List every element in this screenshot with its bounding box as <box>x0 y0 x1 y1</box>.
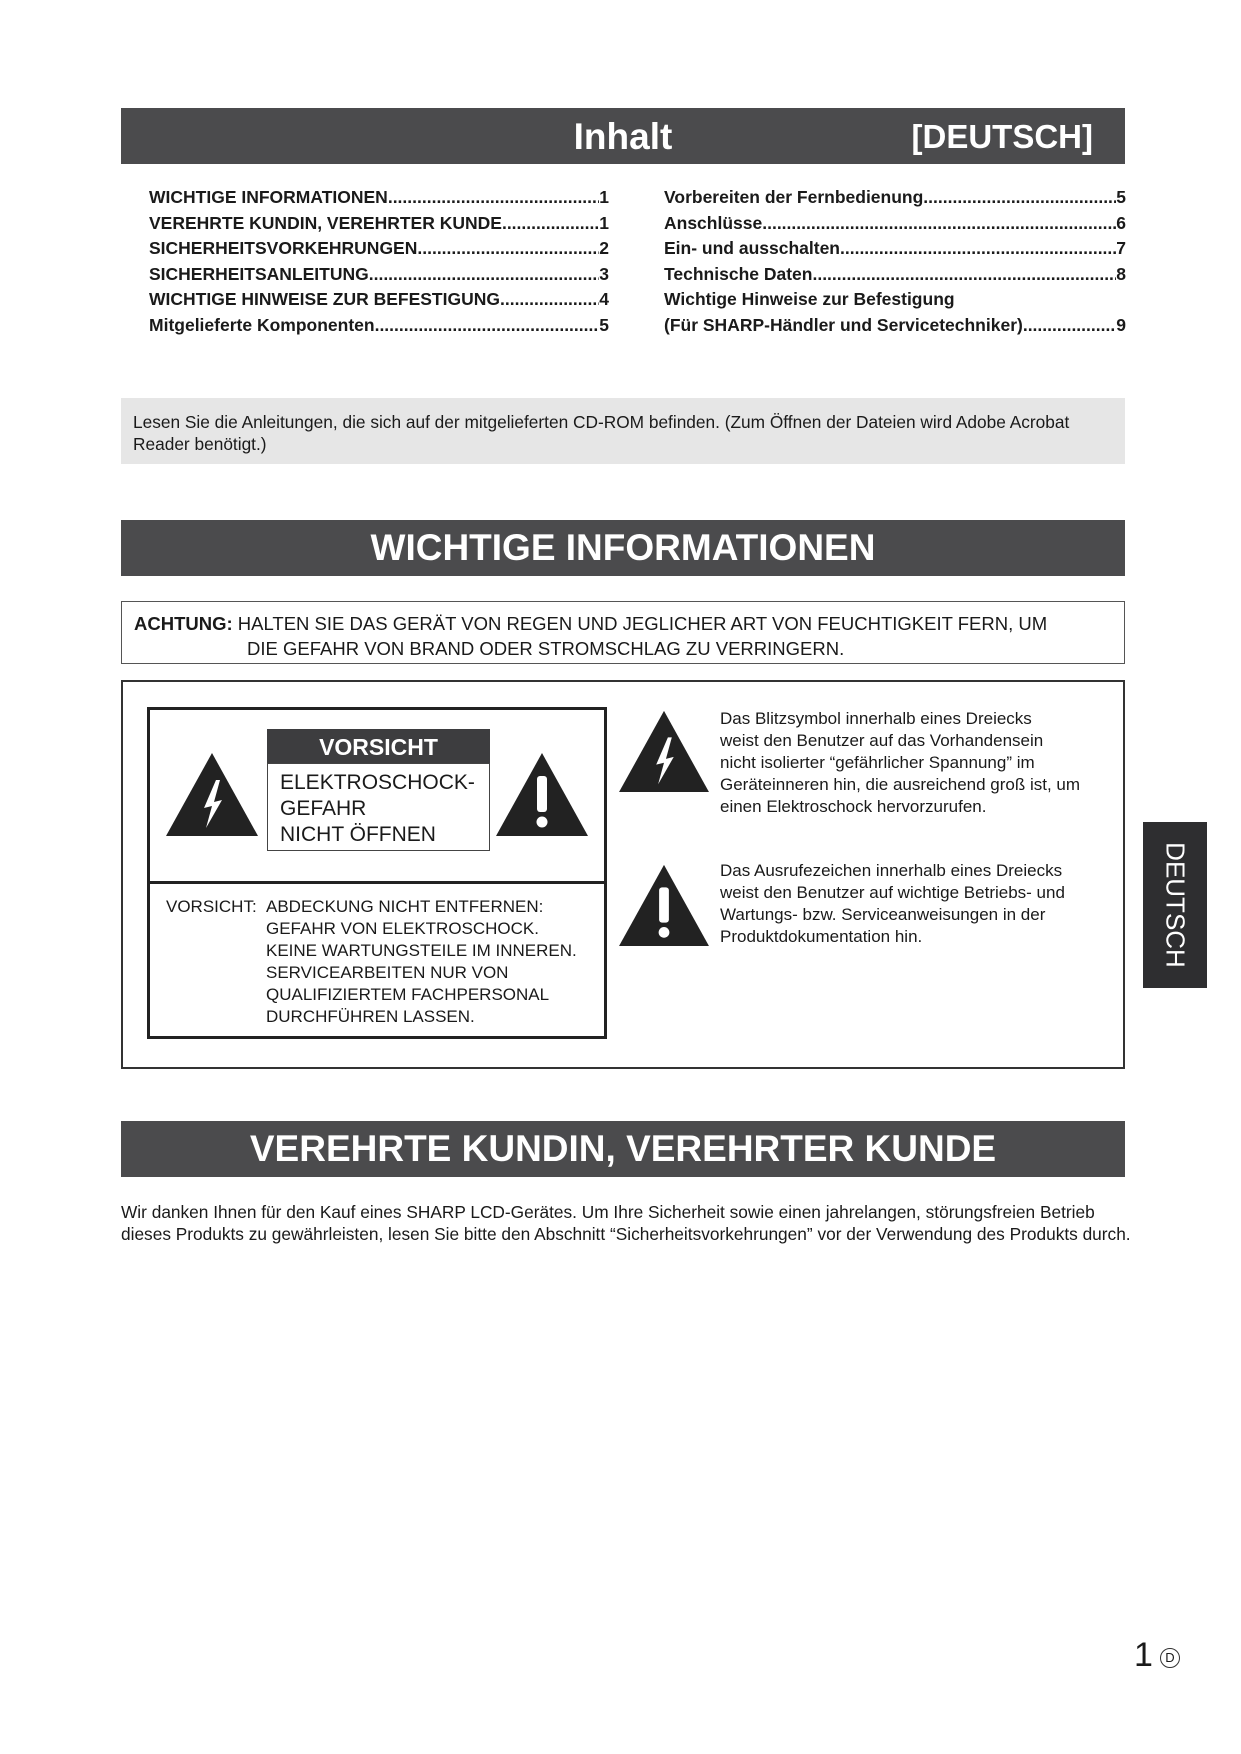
exclamation-warning-icon <box>617 862 711 948</box>
toc-right-column <box>664 187 1126 341</box>
toc-title: Inhalt <box>573 116 673 157</box>
toc-header-bar <box>121 108 1125 164</box>
vorsicht-body: ELEKTROSCHOCK- GEFAHR NICHT ÖFFNEN <box>267 763 490 851</box>
toc-entry[interactable]: WICHTIGE INFORMATIONEN ..... 1 <box>149 187 609 213</box>
lightning-warning-icon <box>164 750 260 838</box>
customer-text: Wir danken Ihnen für den Kauf eines SHARP LCD-Gerätes. Um Ihre Sicherheit sowie einen jahrelangen, störungsfreien Betrieb dieses Produkts zu gewährleisten, lesen Sie bitte den Abschnitt “Sicherheitsvorkehrungen” vor der Verwendung des Produkts durch. <box>121 1202 1131 1244</box>
customer-header <box>121 1121 1125 1177</box>
toc-entry[interactable]: (Für SHARP-Händler und Servicetechniker) ..... 9 <box>664 315 1126 341</box>
exclamation-warning-icon <box>494 750 590 838</box>
important-info-header <box>121 520 1125 576</box>
customer-title: VEREHRTE KUNDIN, VEREHRTER KUNDE <box>249 1128 997 1169</box>
toc-entry[interactable]: WICHTIGE HINWEISE ZUR BEFESTIGUNG ..... 4 <box>149 289 609 315</box>
achtung-box <box>121 601 1125 664</box>
achtung-line-1: HALTEN SIE DAS GERÄT VON REGEN UND JEGLICHER ART VON FEUCHTIGKEIT FERN, UM <box>237 613 1048 634</box>
caution-label <box>147 707 607 1039</box>
toc-entry[interactable]: Anschlüsse ..... 6 <box>664 213 1126 239</box>
important-info-title: WICHTIGE INFORMATIONEN <box>370 527 876 568</box>
toc-entry[interactable]: Mitgelieferte Komponenten ..... 5 <box>149 315 609 341</box>
achtung-label: ACHTUNG: <box>134 613 233 634</box>
lightning-warning-icon <box>617 708 711 794</box>
vorsicht-heading: VORSICHT <box>267 729 490 763</box>
language-marker-icon: D <box>1160 1648 1180 1668</box>
toc-entry[interactable]: Vorbereiten der Fernbedienung ..... 5 <box>664 187 1126 213</box>
toc-entry[interactable]: SICHERHEITSANLEITUNG ..... 3 <box>149 264 609 290</box>
cd-rom-note: Lesen Sie die Anleitungen, die sich auf der mitgelieferten CD-ROM befinden. (Zum Öffnen der Dateien wird Adobe Acrobat Reader benötigt.) <box>121 398 1125 464</box>
page-number: 1 <box>1134 1636 1153 1674</box>
label-divider <box>150 881 604 884</box>
language-label: [DEUTSCH] <box>911 118 1093 155</box>
toc-entry[interactable]: SICHERHEITSVORKEHRUNGEN ..... 2 <box>149 238 609 264</box>
toc-left-column <box>149 187 609 341</box>
toc-entry[interactable]: VEREHRTE KUNDIN, VEREHRTER KUNDE ..... 1 <box>149 213 609 239</box>
toc-entry[interactable]: Ein- und ausschalten ..... 7 <box>664 238 1126 264</box>
toc-entry[interactable]: Wichtige Hinweise zur Befestigung <box>664 289 955 310</box>
language-side-tab: DEUTSCH <box>1143 822 1207 988</box>
toc-entry[interactable]: Technische Daten ..... 8 <box>664 264 1126 290</box>
achtung-line-2: DIE GEFAHR VON BRAND ODER STROMSCHLAG ZU VERRINGERN. <box>247 638 845 659</box>
caution-label-text: VORSICHT: ABDECKUNG NICHT ENTFERNEN: GEFAHR VON ELEKTROSCHOCK. KEINE WARTUNGSTEILE IM INNEREN. SERVICEARBEITEN NUR VON QUALIFIZIERTEM FACHPERSONAL DURCHFÜHREN LASSEN. <box>166 897 577 1026</box>
